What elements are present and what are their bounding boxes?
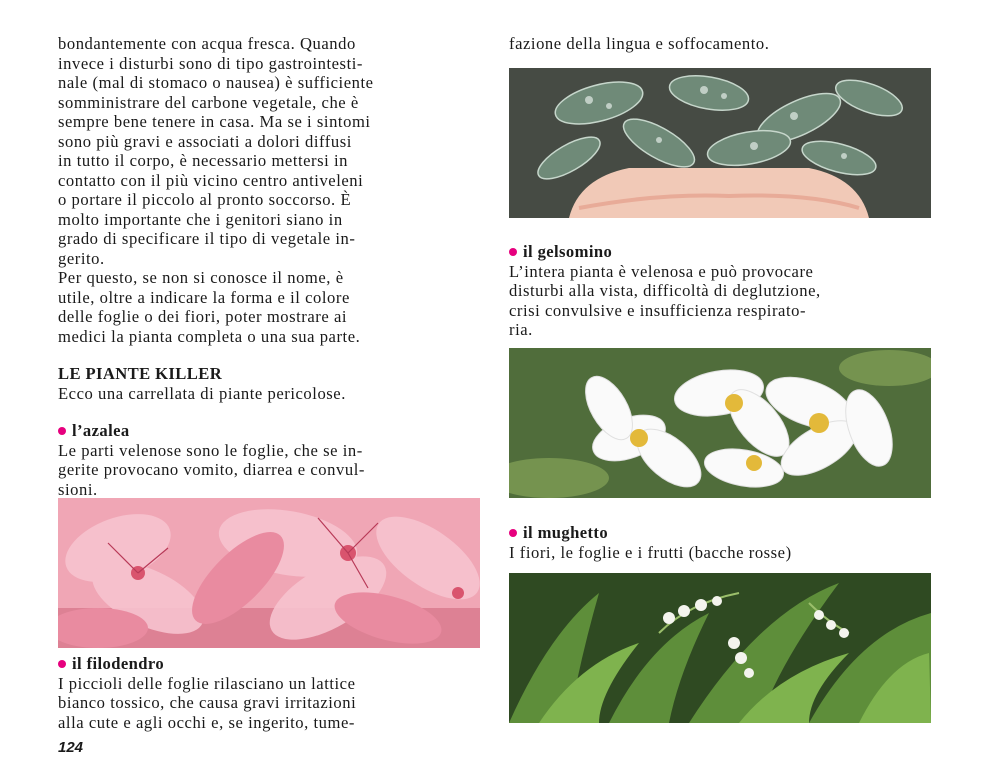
text-line: somministrare del carbone vegetale, che è: [58, 92, 359, 112]
text-line: contatto con il più vicino centro antiveleni: [58, 170, 364, 190]
text-line: sempre bene tenere in casa. Ma se i sintomi: [58, 112, 371, 131]
section-title: LE PIANTE KILLER: [58, 364, 223, 383]
text-line: gerito.: [58, 248, 105, 268]
azalea-title-text: l’azalea: [72, 421, 130, 440]
azalea-photo: [58, 498, 480, 648]
bullet-icon: [509, 248, 517, 256]
text-line: sono più gravi e associati a dolori diffusi: [58, 131, 352, 151]
text-line: L’intera pianta è velenosa e può provocare: [509, 261, 814, 281]
gelsomino-title-text: il gelsomino: [523, 242, 613, 261]
filodendro-title-text: il filodendro: [72, 654, 165, 673]
page-number: 124: [58, 739, 84, 756]
left-column: [58, 34, 480, 499]
text-line: gerite provocano vomito, diarrea e convul-: [58, 460, 365, 479]
text-line: Per questo, se non si conosce il nome, è: [58, 268, 344, 287]
mughetto-title: [509, 523, 931, 543]
azalea-title: [58, 421, 480, 441]
text-line: grado di specificare il tipo di vegetale in-: [58, 229, 356, 248]
section-intro: Ecco una carrellata di piante pericolose.: [58, 383, 346, 403]
text-line: utile, oltre a indicare la forma e il colore: [58, 287, 350, 307]
text-line: alla cute e agli occhi e, se ingerito, tume-: [58, 712, 355, 732]
right-column: [509, 34, 931, 54]
text-line: medici la pianta completa o una sua parte.: [58, 326, 361, 346]
mughetto-section: [509, 523, 931, 562]
jasmine-photo: [509, 348, 931, 498]
text-line: crisi convulsive e insufficienza respirato-: [509, 300, 807, 320]
text-line: I fiori, le foglie e i frutti (bacche rosse): [509, 542, 792, 562]
text-line: ria.: [509, 320, 533, 339]
text-line: fazione della lingua e soffocamento.: [509, 34, 770, 53]
mughetto-title-text: il mughetto: [523, 523, 609, 542]
gelsomino-section: [509, 242, 931, 340]
filodendro-section: [58, 654, 480, 732]
gelsomino-title: [509, 242, 931, 262]
text-line: bianco tossico, che causa gravi irritazioni: [58, 693, 357, 712]
bullet-icon: [58, 427, 66, 435]
text-line: delle foglie o dei fiori, poter mostrare ai: [58, 307, 348, 326]
text-line: invece i disturbi sono di tipo gastrointesti-: [58, 53, 363, 73]
bullet-icon: [509, 529, 517, 537]
filodendro-title: [58, 654, 480, 674]
text-line: I piccioli delle foglie rilasciano un lattice: [58, 673, 356, 693]
text-line: nale (mal di stomaco o nausea) è sufficiente: [58, 73, 374, 92]
philodendron-photo: [509, 68, 931, 218]
text-line: bondantemente con acqua fresca. Quando: [58, 34, 356, 53]
text-line: disturbi alla vista, difficoltà di deglutzione,: [509, 281, 821, 300]
lily-of-the-valley-photo: [509, 573, 931, 723]
text-line: in tutto il corpo, è necessario mettersi in: [58, 151, 349, 170]
text-line: Le parti velenose sono le foglie, che se in-: [58, 440, 363, 460]
bullet-icon: [58, 660, 66, 668]
text-line: molto importante che i genitori siano in: [58, 209, 343, 229]
text-line: o portare il piccolo al pronto soccorso. È: [58, 190, 352, 209]
intro-text: [58, 34, 480, 346]
text-line: sioni.: [58, 479, 98, 499]
